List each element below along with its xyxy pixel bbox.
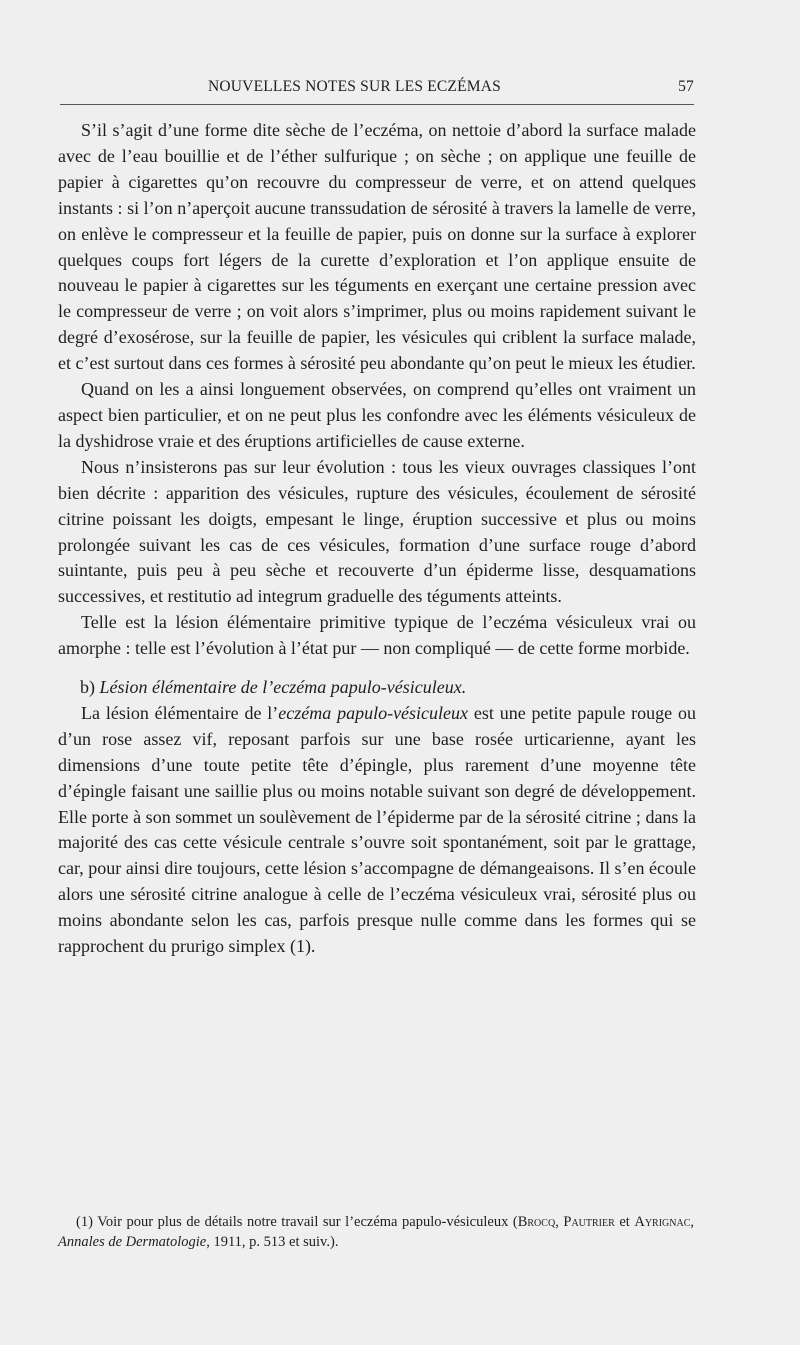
header-rule — [60, 104, 694, 105]
running-title: NOUVELLES NOTES SUR LES ECZÉMAS — [208, 78, 501, 95]
running-header — [60, 78, 700, 102]
paragraph-5 — [58, 701, 696, 960]
footnote-author-1: Brocq — [517, 1214, 556, 1230]
paragraph-3: Nous n’insisterons pas sur leur évolution : tous les vieux ouvrages classiques l’ont bien décrite : apparition des vésicules, rupture des vésicules, écoulement de sérosité citrine poissant les doigts, empesant le linge, éruption successive et plus ou moins prolongée suivant les cas de ces vésicules, formation d’une surface rouge d’abord suintante, puis peu à peu sèche et recouverte d’un épiderme lisse, desquamations successives, et restitutio ad integrum graduelle des téguments atteints. — [58, 456, 696, 607]
footnote-sep-3: , — [690, 1214, 695, 1230]
footnote-sep-2: et — [614, 1214, 635, 1230]
paragraph-5-rest: est une petite papule rouge ou d’un rose assez vif, reposant parfois sur une base rosée urticarienne, ayant les dimensions d’une toute petite tête d’épingle, plus rarement d’une moyenne tête d’épingle faisant une saillie plus ou moins notable suivant son degré de développement. Elle porte à son sommet un soulèvement de l’épiderme par de la sérosité citrine ; dans la majorité des cas cette vésicule centrale s’ouvre soit spontanément, soit par le grattage, car, pour ainsi dire toujours, cette lésion s’accompagne de démangeaisons. Il s’en écoule alors une sérosité citrine analogue à celle de l’eczéma vésiculeux vrai, sérosité plus ou moins abondante selon les cas, parfois presque nulle comme dans les formes qui se rapprochent du prurigo simplex (1). — [58, 702, 696, 957]
paragraph-5-italic: eczéma papulo-vésiculeux — [278, 702, 469, 723]
footnote-sep-1: , — [555, 1214, 564, 1230]
paragraph-2: Quand on les a ainsi longuement observées, on comprend qu’elles ont vraiment un aspect bien particulier, et on ne peut plus les confondre avec les éléments vésiculeux de la dyshidrose vraie et des éruptions artificielles de cause externe. — [58, 379, 696, 451]
paragraph-5-start: La lésion élémentaire de l’ — [81, 702, 279, 723]
footnote-text-end: , 1911, p. 513 et suiv.). — [206, 1234, 339, 1250]
footnote-author-3: Ayrignac — [634, 1214, 691, 1230]
paragraph-1: S’il s’agit d’une forme dite sèche de l’eczéma, on nettoie d’abord la surface malade avec de l’eau bouillie et de l’éther sulfurique ; on sèche ; on applique une feuille de papier à cigarettes qu’on recouvre du compresseur de verre, et on attend quelques instants : si l’on n’aperçoit aucune transsudation de sérosité à travers la lamelle de verre, on enlève le compresseur et la feuille de papier, puis on donne sur la surface à explorer quelques coups fort légers de la curette d’exploration et l’on applique ensuite de nouveau le papier à cigarettes sur les téguments en exerçant une certaine pression avec le compresseur de verre ; on voit alors s’imprimer, plus ou moins rapidement suivant le degré d’exosérose, sur la feuille de papier, les vésicules qui criblent la surface malade, et c’est surtout dans ces formes à sérosité peu abondante qu’on peut le mieux les étudier. — [58, 120, 696, 374]
footnote-marker: (1) — [76, 1214, 93, 1230]
footnote — [58, 1212, 694, 1252]
section-title: Lésion élémentaire de l’eczéma papulo-vésiculeux. — [99, 677, 467, 698]
section-label: b) — [80, 677, 95, 698]
footnote-journal: Annales de Dermatologie — [58, 1234, 207, 1250]
paragraph-4: Telle est la lésion élémentaire primitive typique de l’eczéma vésiculeux vrai ou amorphe : telle est l’évolution à l’état pur — non compliqué — de cette forme morbide. — [58, 612, 696, 659]
section-heading — [58, 675, 696, 701]
footnote-author-2: Pautrier — [563, 1214, 615, 1230]
footnote-text-start: Voir pour plus de détails notre travail sur l’eczéma papulo-vésiculeux ( — [97, 1214, 518, 1230]
main-text — [58, 118, 696, 960]
page-number: 57 — [678, 78, 694, 95]
